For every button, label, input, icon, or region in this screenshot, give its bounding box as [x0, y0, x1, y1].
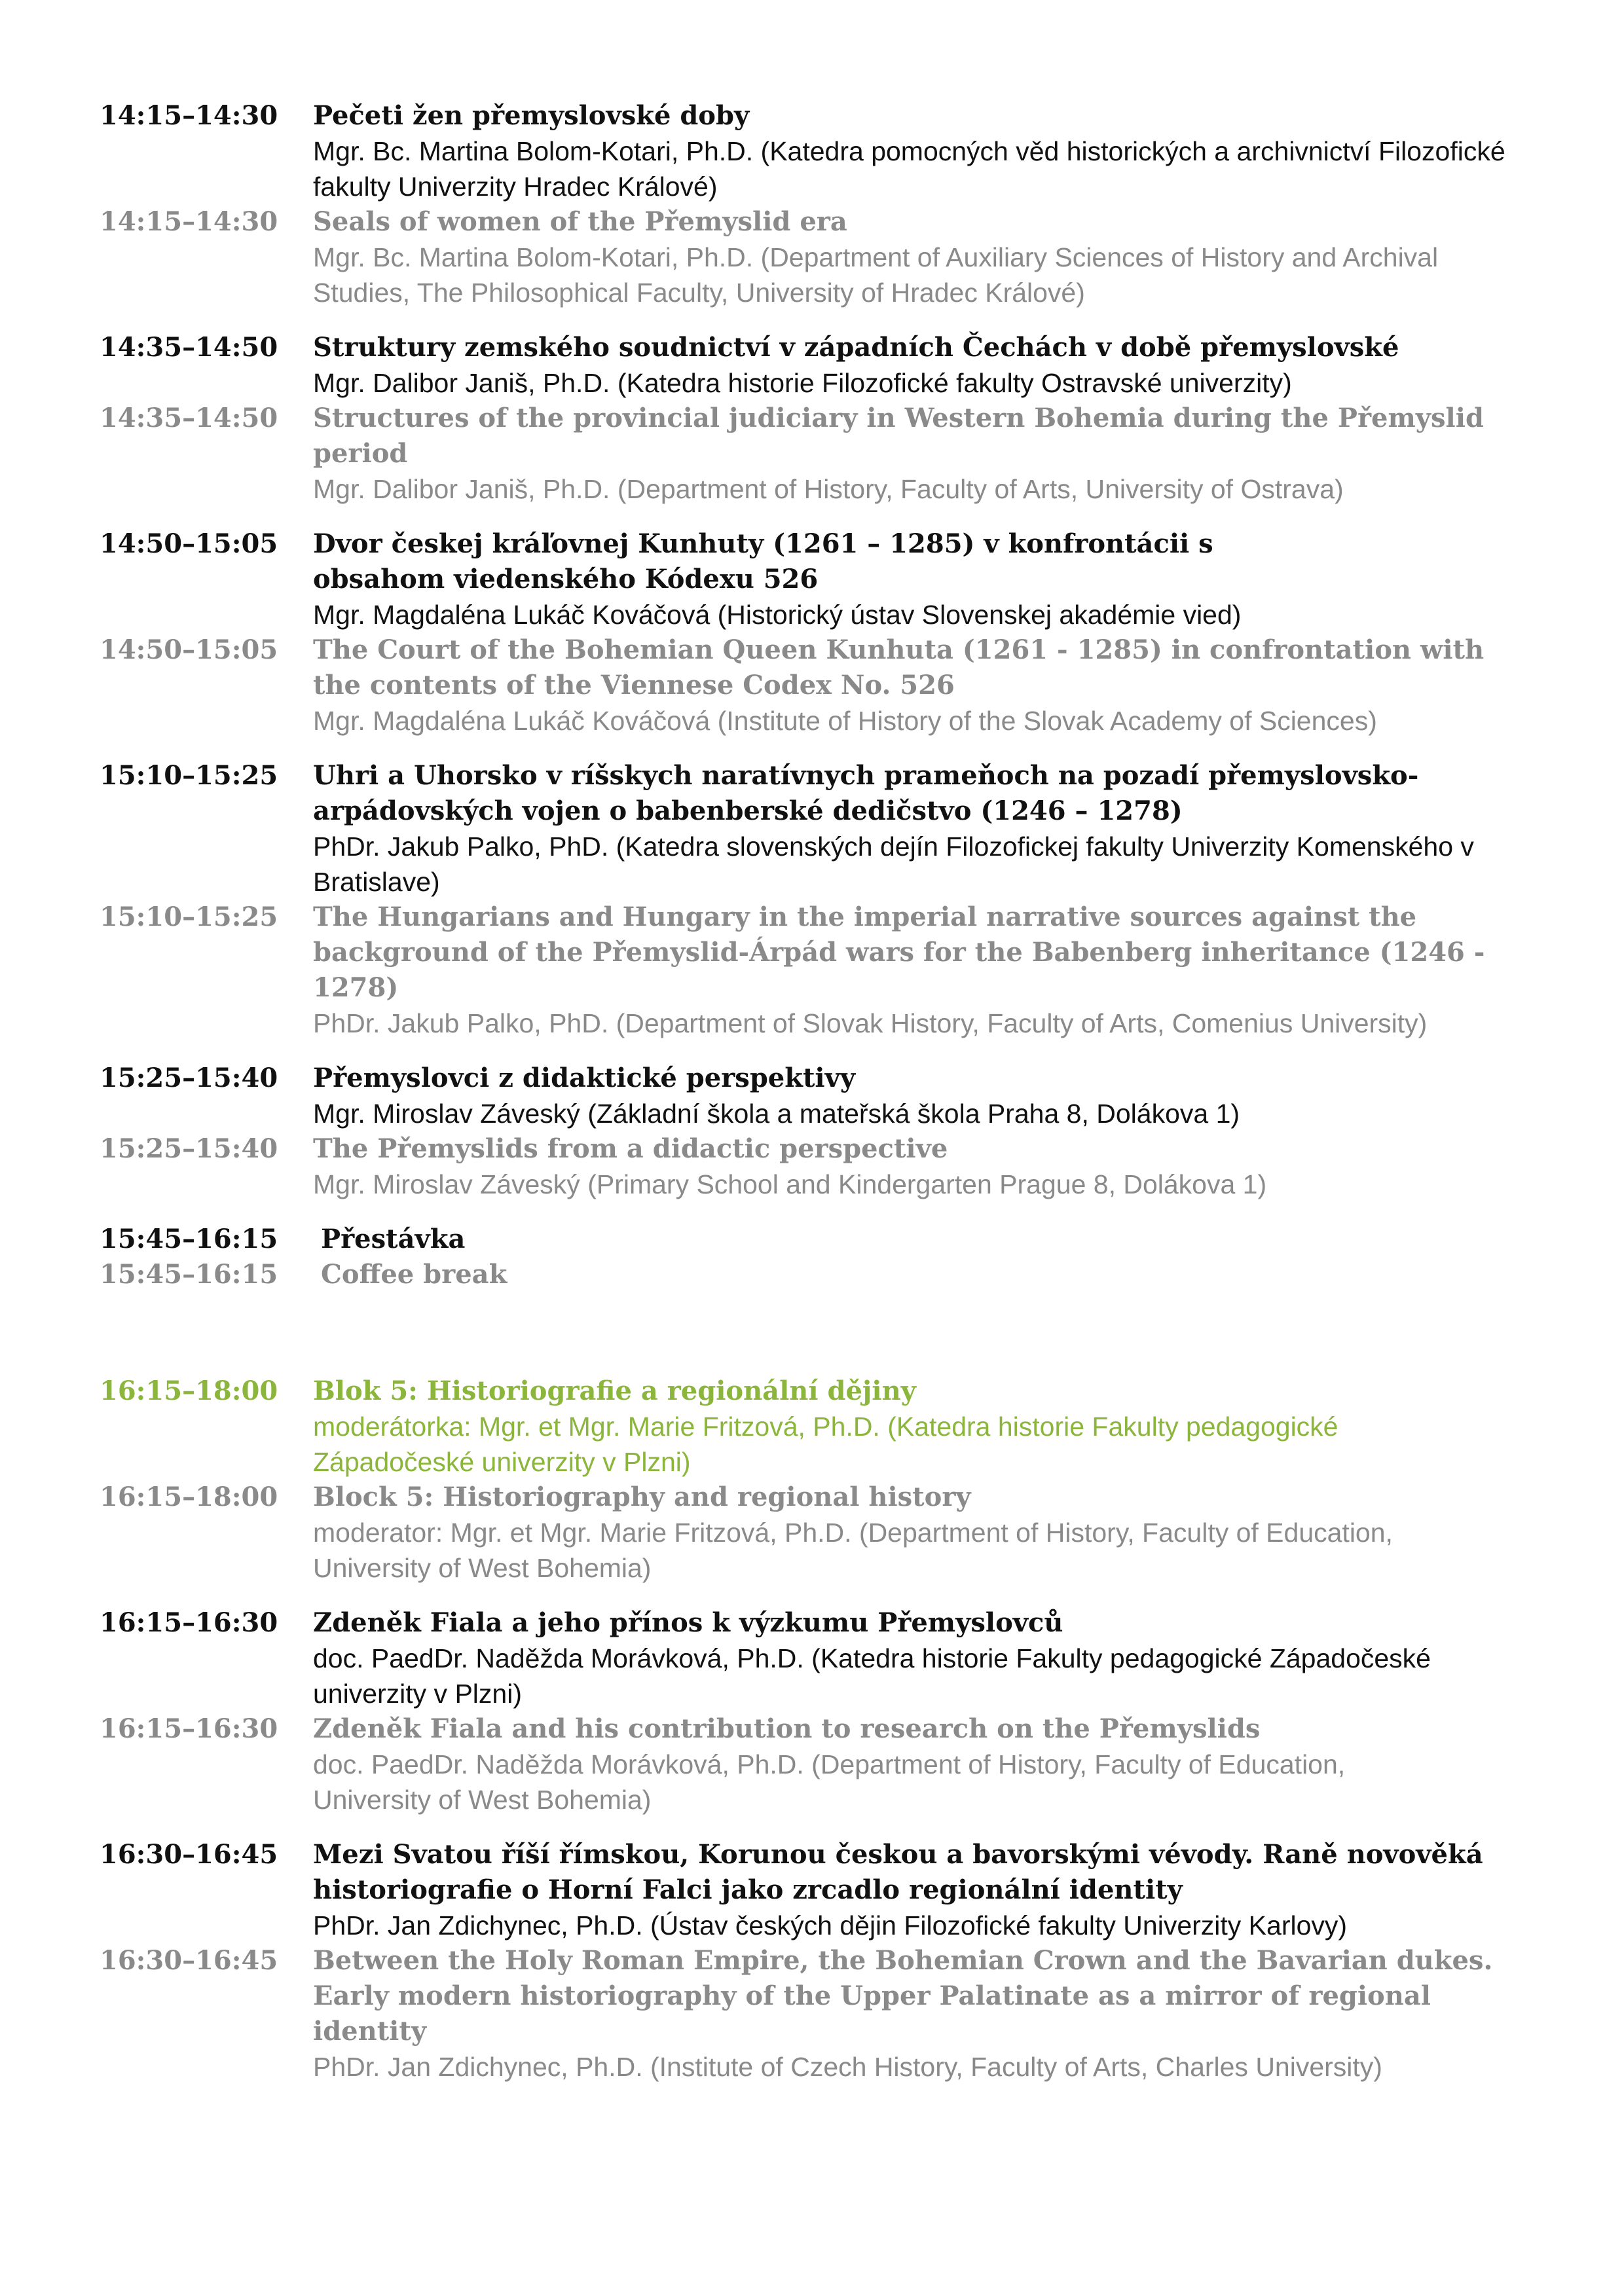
session-time: 15:25–15:40 — [100, 1063, 278, 1093]
coffee-break — [100, 1222, 1540, 1292]
session-speaker: Mgr. Miroslav Záveský (Primary School and Kindergarten Prague 8, Dolákova 1) — [313, 1169, 1267, 1199]
block-title: Block 5: Historiography and regional history — [313, 1482, 971, 1512]
session-title: The Přemyslids from a didactic perspective — [313, 1133, 948, 1164]
session-czech — [100, 1837, 1540, 1943]
session-time: 15:10–15:25 — [100, 760, 278, 791]
session-english — [100, 1131, 1540, 1202]
block-time: 16:15–18:00 — [100, 1376, 278, 1406]
session-czech — [100, 758, 1540, 900]
session-czech — [100, 526, 1540, 632]
block-header-english — [100, 1480, 1540, 1586]
session-title: Přemyslovci z didaktické perspektivy — [313, 1063, 856, 1093]
session-speaker: Mgr. Bc. Martina Bolom-Kotari, Ph.D. (Katedra pomocných věd historických a archivnictví Filozofické fakulty Univerzity Hradec Králové) — [313, 136, 1505, 202]
session-speaker: Mgr. Dalibor Janiš, Ph.D. (Katedra historie Filozofické fakulty Ostravské univerzity) — [313, 368, 1292, 398]
block-header-czech — [100, 1374, 1540, 1480]
session-time: 16:30–16:45 — [100, 1839, 278, 1870]
block-moderator: moderator: Mgr. et Mgr. Marie Fritzová, Ph.D. (Department of History, Faculty of Education, University of West Bohemia) — [313, 1518, 1393, 1583]
block-title: Blok 5: Historiografie a regionální dějiny — [313, 1376, 916, 1406]
break-title: Coffee break — [321, 1259, 507, 1290]
program-session — [100, 526, 1540, 738]
session-czech — [100, 1061, 1540, 1131]
break-english — [100, 1257, 1540, 1292]
session-czech — [100, 98, 1540, 204]
session-title: The Hungarians and Hungary in the imperial narrative sources against the background of the Přemyslid-Árpád wars for the Babenberg inheritance (1246 - 1278) — [313, 902, 1485, 1003]
session-speaker: doc. PaedDr. Naděžda Morávková, Ph.D. (Department of History, Faculty of Education, University of West Bohemia) — [313, 1749, 1346, 1815]
session-time: 14:50–15:05 — [100, 528, 278, 559]
block-time: 16:15–18:00 — [100, 1482, 278, 1512]
session-title: Dvor českej kráľovnej Kunhuty (1261 – 1285) v konfrontácii s obsahom viedenského Kódexu 526 — [313, 528, 1213, 594]
session-title: Mezi Svatou říší římskou, Korunou českou a bavorskými vévody. Raně novověká historiografie o Horní Falci jako zrcadlo regionální identity — [313, 1839, 1483, 1905]
session-speaker: Mgr. Bc. Martina Bolom-Kotari, Ph.D. (Department of Auxiliary Sciences of History and Archival Studies, The Philosophical Faculty, University of Hradec Králové) — [313, 242, 1439, 308]
block-moderator: moderátorka: Mgr. et Mgr. Marie Fritzová, Ph.D. (Katedra historie Fakulty pedagogické Západočeské univerzity v Plzni) — [313, 1412, 1338, 1477]
session-title: The Court of the Bohemian Queen Kunhuta (1261 - 1285) in confrontation with the contents of the Viennese Codex No. 526 — [313, 634, 1485, 701]
session-title: Zdeněk Fiala a jeho přínos k výzkumu Přemyslovců — [313, 1607, 1063, 1638]
session-title: Between the Holy Roman Empire, the Bohemian Crown and the Bavarian dukes. Early modern historiography of the Upper Palatinate as a mirror of regional identity — [313, 1945, 1493, 2047]
session-time: 16:15–16:30 — [100, 1607, 278, 1638]
block-header — [100, 1374, 1540, 1586]
session-speaker: PhDr. Jan Zdichynec, Ph.D. (Ústav českých dějin Filozofické fakulty Univerzity Karlovy) — [313, 1910, 1348, 1941]
session-title: Struktury zemského soudnictví v západních Čechách v době přemyslovské — [313, 332, 1399, 363]
session-english — [100, 1711, 1540, 1817]
session-time: 14:15–14:30 — [100, 100, 278, 131]
session-speaker: doc. PaedDr. Naděžda Morávková, Ph.D. (Katedra historie Fakulty pedagogické Západočeské univerzity v Plzni) — [313, 1643, 1431, 1709]
session-time: 14:35–14:50 — [100, 403, 278, 433]
session-title: Zdeněk Fiala and his contribution to research on the Přemyslids — [313, 1713, 1261, 1744]
session-title: Structures of the provincial judiciary in Western Bohemia during the Přemyslid period — [313, 403, 1484, 469]
session-speaker: Mgr. Magdaléna Lukáč Kováčová (Historický ústav Slovenskej akadémie vied) — [313, 600, 1242, 630]
program-session — [100, 1837, 1540, 2085]
session-english — [100, 204, 1540, 310]
session-czech — [100, 1605, 1540, 1711]
session-english — [100, 401, 1540, 507]
program-session — [100, 330, 1540, 507]
session-time: 14:35–14:50 — [100, 332, 278, 363]
session-speaker: PhDr. Jan Zdichynec, Ph.D. (Institute of Czech History, Faculty of Arts, Charles University) — [313, 2052, 1382, 2082]
break-czech — [100, 1222, 1540, 1257]
program-session — [100, 1061, 1540, 1202]
session-speaker: Mgr. Dalibor Janiš, Ph.D. (Department of History, Faculty of Arts, University of Ostrava) — [313, 474, 1344, 504]
session-time: 16:15–16:30 — [100, 1713, 278, 1744]
session-speaker: Mgr. Magdaléna Lukáč Kováčová (Institute of History of the Slovak Academy of Sciences) — [313, 706, 1377, 736]
session-english — [100, 632, 1540, 738]
program-page — [100, 98, 1540, 2085]
session-title: Uhri a Uhorsko v ríšskych naratívnych prameňoch na pozadí přemyslovsko-arpádovských vojen o babenberské dedičstvo (1246 – 1278) — [313, 760, 1419, 826]
session-time: 14:50–15:05 — [100, 634, 278, 665]
break-time: 15:45–16:15 — [100, 1259, 278, 1290]
program-session — [100, 1605, 1540, 1817]
break-time: 15:45–16:15 — [100, 1224, 278, 1254]
session-time: 16:30–16:45 — [100, 1945, 278, 1976]
session-time: 15:25–15:40 — [100, 1133, 278, 1164]
break-title: Přestávka — [321, 1224, 466, 1254]
session-speaker: PhDr. Jakub Palko, PhD. (Katedra slovenských dejín Filozofickej fakulty Univerzity Komenského v Bratislave) — [313, 831, 1474, 897]
session-english — [100, 1943, 1540, 2085]
session-title: Seals of women of the Přemyslid era — [313, 206, 847, 237]
program-session — [100, 758, 1540, 1041]
session-time: 14:15–14:30 — [100, 206, 278, 237]
session-english — [100, 900, 1540, 1041]
session-time: 15:10–15:25 — [100, 902, 278, 932]
session-czech — [100, 330, 1540, 401]
session-speaker: PhDr. Jakub Palko, PhD. (Department of Slovak History, Faculty of Arts, Comenius University) — [313, 1008, 1428, 1038]
program-session — [100, 98, 1540, 310]
session-speaker: Mgr. Miroslav Záveský (Základní škola a mateřská škola Praha 8, Dolákova 1) — [313, 1099, 1240, 1129]
session-title: Pečeti žen přemyslovské doby — [313, 100, 750, 131]
